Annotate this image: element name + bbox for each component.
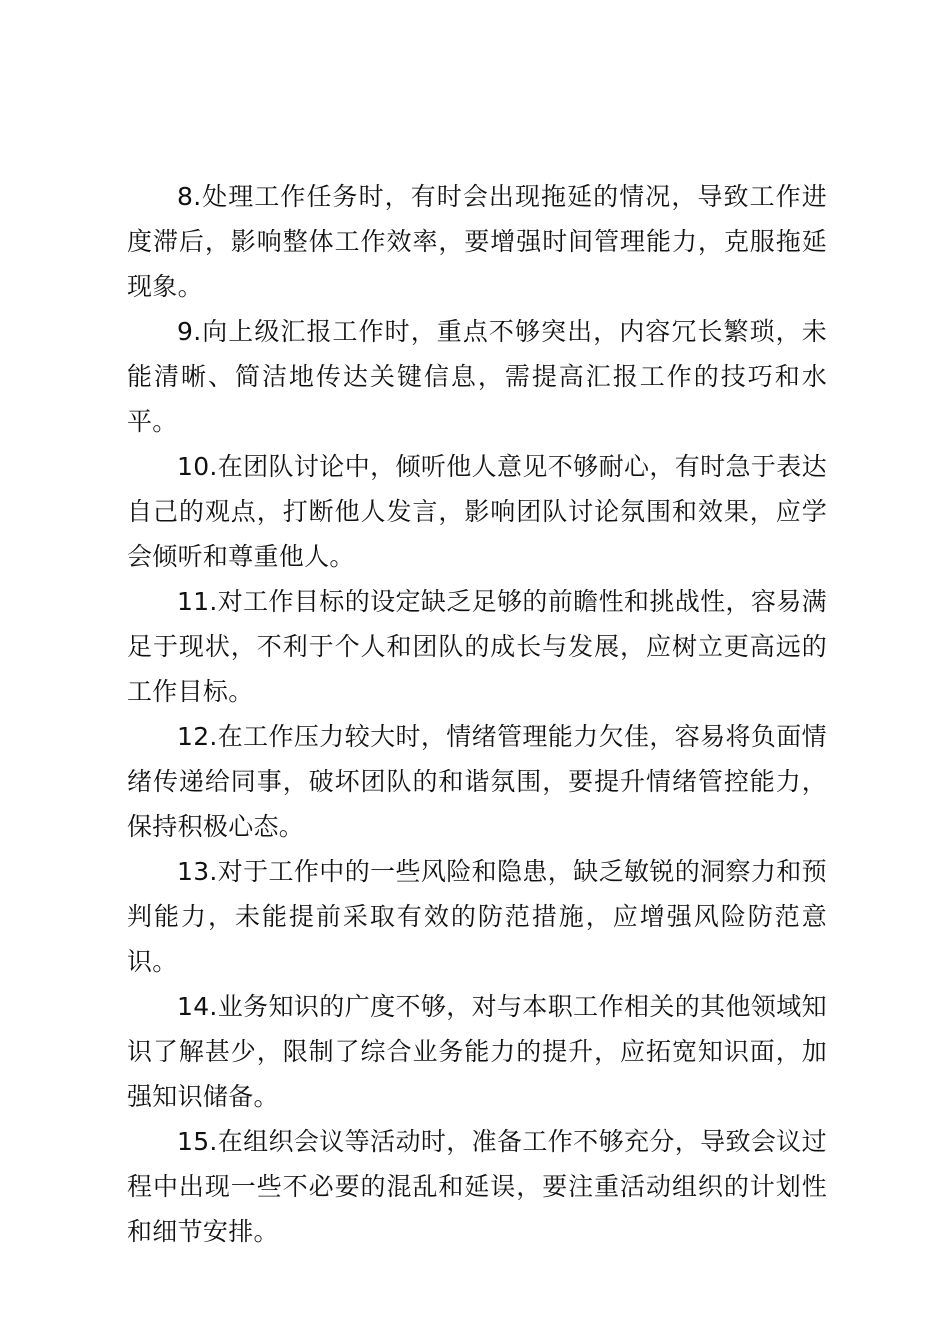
document-body bbox=[127, 174, 827, 1254]
paragraph-item-9: 9.向上级汇报工作时，重点不够突出，内容冗长繁琐，未能清晰、简洁地传达关键信息，需提高汇报工作的技巧和水平。 bbox=[127, 317, 827, 436]
paragraph-item-14: 14.业务知识的广度不够，对与本职工作相关的其他领域知识了解甚少，限制了综合业务能力的提升，应拓宽知识面，加强知识储备。 bbox=[127, 992, 827, 1111]
paragraph-item-13: 13.对于工作中的一些风险和隐患，缺乏敏锐的洞察力和预判能力，未能提前采取有效的防范措施，应增强风险防范意识。 bbox=[127, 857, 827, 976]
paragraph-item-11: 11.对工作目标的设定缺乏足够的前瞻性和挑战性，容易满足于现状，不利于个人和团队的成长与发展，应树立更高远的工作目标。 bbox=[127, 587, 827, 706]
paragraph-item-8: 8.处理工作任务时，有时会出现拖延的情况，导致工作进度滞后，影响整体工作效率，要增强时间管理能力，克服拖延现象。 bbox=[127, 182, 827, 301]
paragraph-item-15: 15.在组织会议等活动时，准备工作不够充分，导致会议过程中出现一些不必要的混乱和延误，要注重活动组织的计划性和细节安排。 bbox=[127, 1127, 827, 1246]
paragraph-item-12: 12.在工作压力较大时，情绪管理能力欠佳，容易将负面情绪传递给同事，破坏团队的和谐氛围，要提升情绪管控能力，保持积极心态。 bbox=[127, 722, 827, 841]
paragraph-item-10: 10.在团队讨论中，倾听他人意见不够耐心，有时急于表达自己的观点，打断他人发言，影响团队讨论氛围和效果，应学会倾听和尊重他人。 bbox=[127, 452, 827, 571]
